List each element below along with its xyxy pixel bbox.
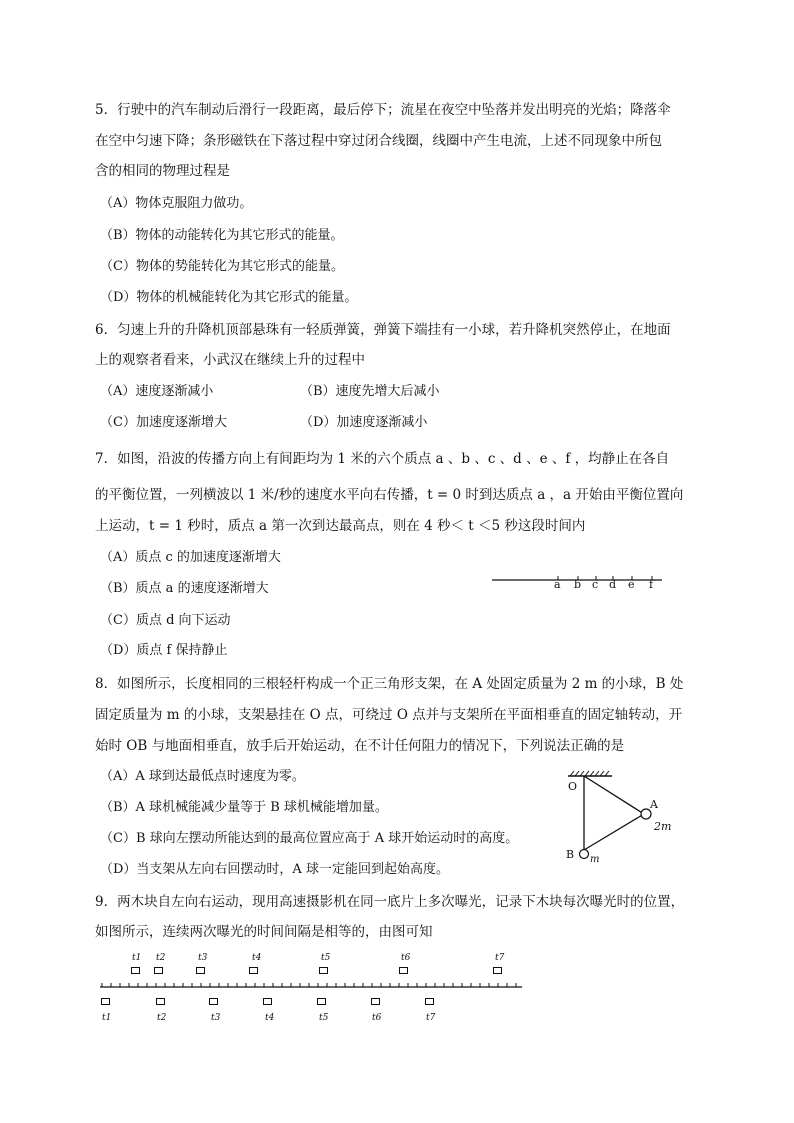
ball-b bbox=[580, 850, 589, 859]
upper-label-t6: t6 bbox=[401, 953, 411, 963]
lower-label-t7: t7 bbox=[426, 1013, 436, 1023]
lower-block-t5 bbox=[317, 998, 326, 1005]
upper-block-t4 bbox=[249, 967, 258, 974]
q8-option-a: （A）A 球到达最低点时速度为零。 bbox=[100, 769, 305, 784]
upper-label-t5: t5 bbox=[321, 953, 331, 963]
label-a: A bbox=[650, 798, 658, 811]
q5-line-2: 在空中匀速下降；条形磁铁在下落过程中穿过闭合线圈，线圈中产生电流，上述不同现象中所包 bbox=[95, 133, 662, 149]
q6-option-d: （D）加速度逐渐减小 bbox=[300, 415, 428, 430]
particle-label-b: b bbox=[574, 578, 582, 591]
upper-block-t5 bbox=[319, 967, 328, 974]
upper-label-t1: t1 bbox=[132, 953, 142, 963]
q7-option-b: （B）质点 a 的速度逐渐增大 bbox=[100, 581, 269, 596]
q6-option-c: （C）加速度逐渐增大 bbox=[100, 415, 227, 430]
lower-label-t4: t4 bbox=[265, 1013, 275, 1023]
q5-line-1: 5．行驶中的汽车制动后滑行一段距离，最后停下；流星在夜空中坠落并发出明亮的光焰；降落伞 bbox=[95, 102, 671, 118]
label-mass-b: m bbox=[590, 854, 600, 865]
label-o: O bbox=[568, 780, 578, 793]
q8-line-1: 8．如图所示，长度相同的三根轻杆构成一个正三角形支架，在 A 处固定质量为 2 m 的小球，B 处 bbox=[95, 676, 684, 692]
lower-block-t2 bbox=[156, 998, 165, 1005]
upper-label-t7: t7 bbox=[495, 953, 505, 963]
ceiling-hatch bbox=[570, 771, 609, 776]
q8-line-2: 固定质量为 m 的小球，支架悬挂在 O 点，可绕过 O 点并与支架所在平面相垂直的固定轴转动，开 bbox=[95, 707, 683, 723]
q7-option-a: （A）质点 c 的加速度逐渐增大 bbox=[100, 550, 281, 565]
q9-line-1: 9．两木块自左向右运动，现用高速摄影机在同一底片上多次曝光，记录下木块每次曝光时的位置， bbox=[95, 894, 685, 910]
lower-label-t2: t2 bbox=[157, 1013, 167, 1023]
upper-block-t1 bbox=[131, 967, 140, 974]
q8-option-c: （C）B 球向左摆动所能达到的最高位置应高于 A 球开始运动时的高度。 bbox=[100, 831, 519, 846]
upper-block-t7 bbox=[493, 967, 502, 974]
lower-label-t6: t6 bbox=[372, 1013, 382, 1023]
particle-label-e: e bbox=[628, 578, 635, 591]
lower-block-t1 bbox=[101, 998, 110, 1005]
lower-label-t1: t1 bbox=[102, 1013, 112, 1023]
q5-option-d: （D）物体的机械能转化为其它形式的能量。 bbox=[100, 290, 358, 305]
q6-option-a: （A）速度逐渐减小 bbox=[100, 384, 214, 399]
q5-line-3: 含的相同的物理过程是 bbox=[95, 163, 230, 179]
triangle-pendulum-figure bbox=[560, 768, 690, 868]
upper-label-t2: t2 bbox=[156, 953, 166, 963]
upper-block-t3 bbox=[196, 967, 205, 974]
q7-line-1: 7．如图，沿波的传播方向上有间距均为 1 米的六个质点 a 、b 、c 、d 、e 、f ，均静止在各自 bbox=[95, 451, 670, 467]
q6-line-2: 上的观察者看来，小武汉在继续上升的过程中 bbox=[95, 352, 365, 368]
wave-particle-figure bbox=[492, 572, 664, 596]
particle-label-f: f bbox=[649, 578, 654, 591]
q5-option-c: （C）物体的势能转化为其它形式的能量。 bbox=[100, 259, 344, 274]
upper-label-t4: t4 bbox=[252, 953, 262, 963]
q7-line-3: 上运动，t = 1 秒时，质点 a 第一次到达最高点，则在 4 秒＜ t ＜5 秒这段时间内 bbox=[95, 518, 586, 534]
lower-block-t7 bbox=[425, 998, 434, 1005]
particle-label-a: a bbox=[554, 578, 561, 591]
rod-oa bbox=[584, 776, 644, 814]
particle-label-d: d bbox=[609, 578, 617, 591]
rod-ab bbox=[584, 814, 644, 850]
q8-option-d: （D）当支架从左向右回摆动时，A 球一定能回到起始高度。 bbox=[100, 862, 449, 877]
q7-line-2: 的平衡位置，一列横波以 1 米/秒的速度水平向右传播，t = 0 时到达质点 a ，a 开始由平衡位置向 bbox=[95, 487, 684, 503]
particle-label-c: c bbox=[592, 578, 599, 591]
upper-label-t3: t3 bbox=[198, 953, 208, 963]
q5-option-a: （A）物体克服阻力做功。 bbox=[100, 196, 253, 211]
upper-block-t6 bbox=[399, 967, 408, 974]
lower-block-t3 bbox=[209, 998, 218, 1005]
lower-block-t4 bbox=[263, 998, 272, 1005]
triangle-frame-svg bbox=[560, 768, 690, 868]
q6-option-b: （B）速度先增大后减小 bbox=[300, 384, 440, 399]
q6-line-1: 6．匀速上升的升降机顶部悬珠有一轻质弹簧，弹簧下端挂有一小球，若升降机突然停止，在地面 bbox=[95, 322, 671, 338]
label-b: B bbox=[566, 848, 575, 861]
lower-label-t5: t5 bbox=[319, 1013, 329, 1023]
q7-option-c: （C）质点 d 向下运动 bbox=[100, 613, 231, 628]
upper-block-t2 bbox=[154, 967, 163, 974]
q8-option-b: （B）A 球机械能减少量等于 B 球机械能增加量。 bbox=[100, 800, 388, 815]
q8-line-3: 始时 OB 与地面相垂直，放手后开始运动，在不计任何阻力的情况下，下列说法正确的是 bbox=[95, 738, 625, 754]
q7-option-d: （D）质点 f 保持静止 bbox=[100, 643, 228, 658]
exposure-figure bbox=[96, 950, 526, 1030]
label-mass-a: 2m bbox=[654, 820, 672, 833]
q5-option-b: （B）物体的动能转化为其它形式的能量。 bbox=[100, 228, 344, 243]
q9-line-2: 如图所示，连续两次曝光的时间间隔是相等的，由图可知 bbox=[95, 924, 433, 940]
lower-label-t3: t3 bbox=[211, 1013, 221, 1023]
lower-block-t6 bbox=[371, 998, 380, 1005]
